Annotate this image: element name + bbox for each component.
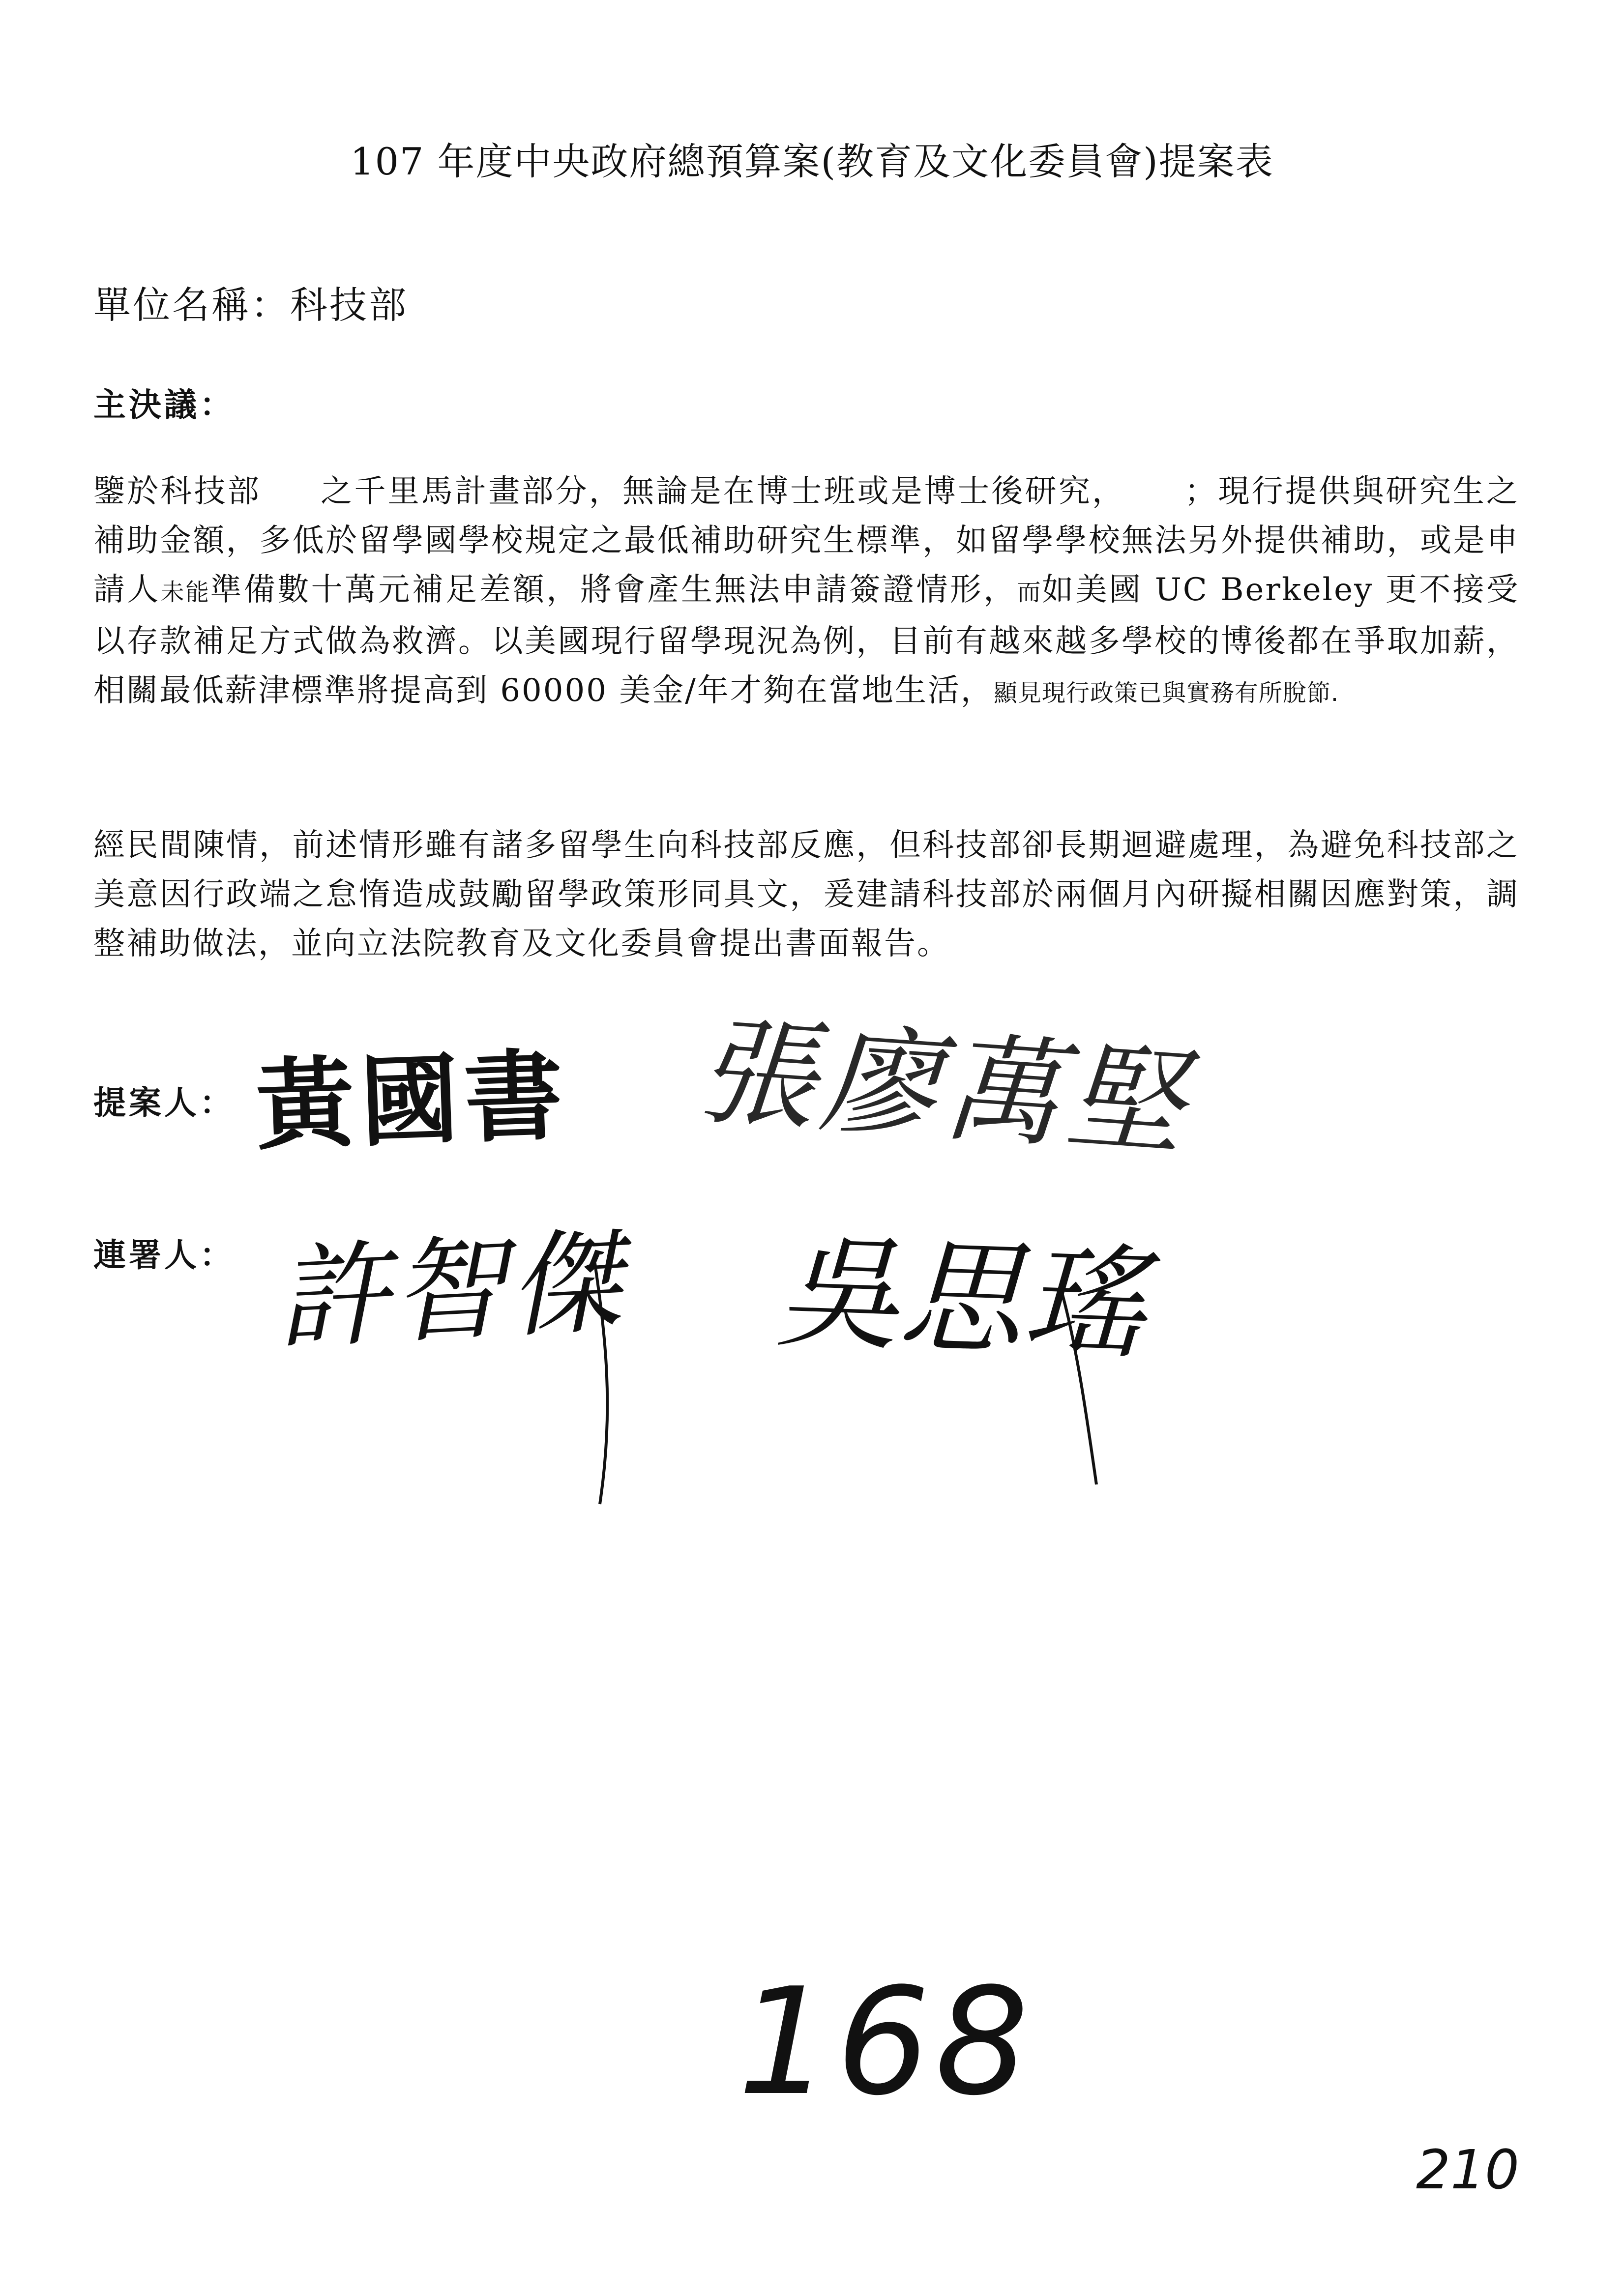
signature-stroke-tail: [565, 1258, 634, 1514]
handwritten-insert-2: 而: [1017, 579, 1042, 606]
cosigner-signature-2: 吳思瑤: [774, 1220, 1148, 1376]
resolution-paragraph-1: [93, 467, 1519, 718]
unit-line: [93, 275, 408, 329]
paragraph1-part4: 準備數十萬元補足差額，將會產生無法申請簽證情形，: [210, 572, 1017, 608]
page-title: 107 年度中央政府總預算案(教育及文化委員會)提案表: [350, 140, 1274, 183]
page-number: 168: [738, 1956, 1034, 2128]
unit-label: 單位名稱：: [93, 283, 290, 327]
paragraph1-part3: ；現行提供與研究生之補助金額，多低於留學國學校規定之最低補助研究生標準，如留學學校無法另外提供補助，或是申請人: [93, 473, 1520, 608]
paragraph1-part5: 如美國 UC Berkeley 更不接受以存款補足方式做為救濟。以美國現行留學現況為例，目前有越來越多學校的博後都在爭取加薪，相關最低薪津標準將提高到 60000 美金/年才夠在當地生活，: [93, 572, 1519, 709]
proposer-signature-1: 黃國書: [254, 1038, 571, 1164]
corner-note: 210: [1416, 2138, 1519, 2201]
resolution-paragraph-2: 經民間陳情，前述情形雖有諸多留學生向科技部反應，但科技部卻長期迴避處理，為避免科技部之美意因行政端之怠惰造成鼓勵留學政策形同具文，爰建請科技部於兩個月內研擬相關因應對策，調整補助做法，並向立法院教育及文化委員會提出書面報告。: [93, 827, 1519, 962]
handwritten-insert-1: 未能: [160, 579, 210, 606]
paragraph1-part2: 之千里馬計畫部分，無論是在博士班或是博士後研究，: [320, 473, 1126, 510]
unit-name: 科技部: [290, 283, 408, 327]
cosigner-signature-1: 許智傑: [272, 1216, 627, 1366]
cosigner-label: 連署人：: [93, 1236, 235, 1274]
signature-stroke-tail: [1042, 1288, 1111, 1494]
proposer-label: 提案人：: [93, 1084, 235, 1122]
proposer-signature-2: 張廖萬堅: [693, 1002, 1194, 1174]
paragraph1-part1: 鑒於科技部: [93, 473, 262, 510]
handwritten-insert-3: 顯見現行政策已與實務有所脫節.: [993, 679, 1339, 707]
resolution-label: 主決議：: [93, 386, 235, 424]
